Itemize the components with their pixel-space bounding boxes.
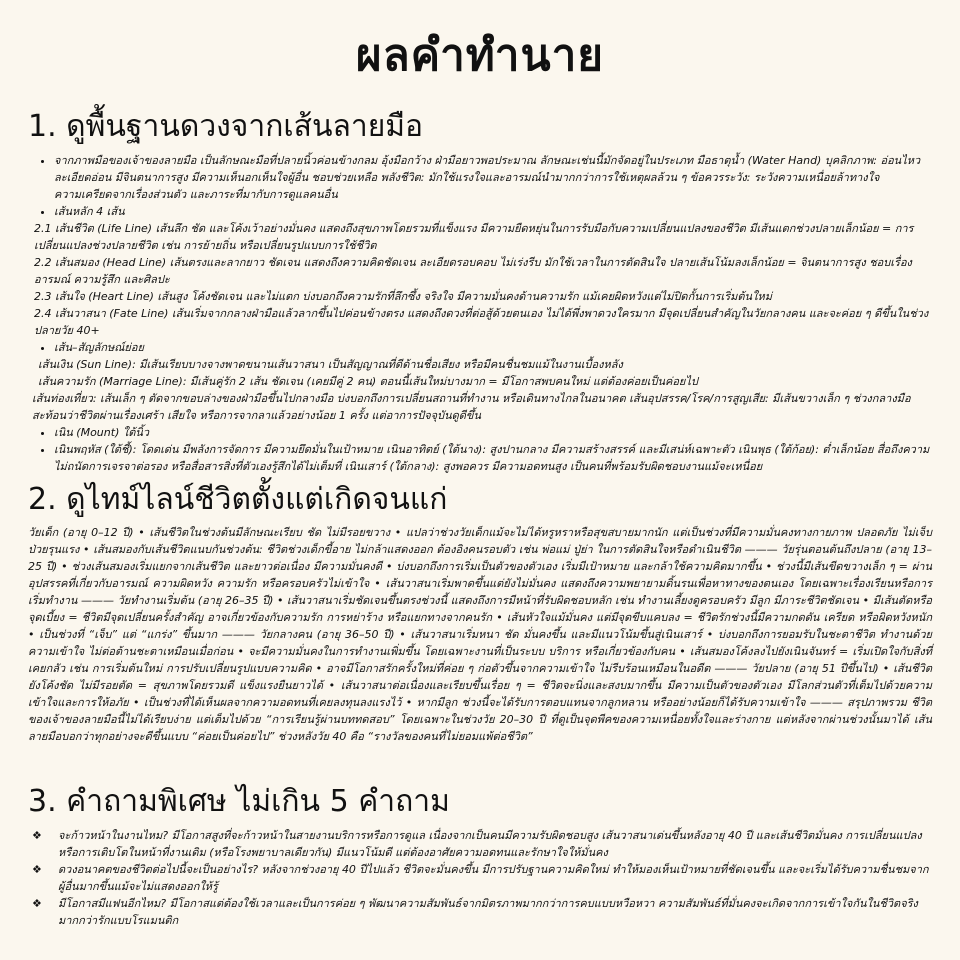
minor-signs-item: • เส้น–สัญลักษณ์ย่อย xyxy=(54,339,932,356)
question-item xyxy=(28,861,932,895)
section-special-questions xyxy=(28,783,932,929)
main-lines-item: • เส้นหลัก 4 เส้น xyxy=(54,203,932,220)
bullet-list xyxy=(28,339,932,356)
travel-line-text: เส้นท่องเที่ยว: เส้นเล็ก ๆ ตัดจากขอบล่างของฝ่ามือขึ้นไปกลางมือ บ่งบอกถึงการเปลี่ยนสถานที่ทำงาน หรือเดินทางไกลในอนาคต เส้นอุปสรรค/โรค/การสูญเสีย: มีเส้นขวางเล็ก ๆ ช่วงกลางมือ สะท้อนว่าชีวิตผ่านเรื่องเศร้า เสียใจ หรือการจากลาแล้วอย่างน้อย 1 ครั้ง แต่อาการปัจจุบันดูดีขึ้น xyxy=(32,391,911,422)
section-heading: 3. คำถามพิเศษ ไม่เกิน 5 คำถาม xyxy=(28,784,450,819)
section-palm-basics xyxy=(28,108,932,475)
question-text: มีโอกาสมีแฟนอีกไหม? มีโอกาสแต่ต้องใช้เวลาและเป็นการค่อย ๆ พัฒนาความสัมพันธ์จากมิตรภาพมากกว่าการคบแบบหวือหวา ความสัมพันธ์ที่มั่นคงจะเกิดจากการเข้าใจกันในชีวิตจริงมากกว่ารักแบบโรแมนติก xyxy=(58,896,918,927)
section-life-timeline xyxy=(28,481,932,746)
mount-item: • เนิน (Mount) ใต้นิ้ว xyxy=(54,424,932,441)
timeline-paragraph: วัยเด็ก (อายุ 0–12 ปี) • เส้นชีวิตในช่วงต้นมีลักษณะเรียบ ชัด ไม่มีรอยขวาง • แปลว่าช่วงวัยเด็กแม้จะไม่ได้หรูหราหรือสุขสบายมากนัก แต่เป็นช่วงที่มีความมั่นคงทางกายภาพ ปลอดภัย ไม่เจ็บป่วยรุนแรง • เส้นสมองกับเส้นชีวิตแนบกันช่วงต้น: ชีวิตช่วงเด็กขี้อาย ไม่กล้าแสดงออก ต้องอิงคนรอบตัว เช่น พ่อแม่ ปู่ย่า ในการตัดสินใจหรือดำเนินชีวิต ——— วัยรุ่นตอนต้นถึงปลาย (อายุ 13–25 ปี) • ช่วงเส้นสมองเริ่มแยกจากเส้นชีวิต และยาวต่อเนื่อง มีความมั่นคงดี • บ่งบอกถึงการเริ่มเป็นตัวของตัวเอง เริ่มมีเป้าหมาย และกล้าใช้ความคิดมากขึ้น • ช่วงนี้มีเส้นขีดขวางเล็ก ๆ = ผ่านอุปสรรคที่เกี่ยวกับอารมณ์ ความผิดหวัง ความรัก หรือครอบครัวไม่เข้าใจ • เส้นวาสนาเริ่มพาดขึ้นแต่ยังไม่มั่นคง แสดงถึงความพยายามดิ้นรนเพื่อหาทางของตนเอง โดยเฉพาะเรื่องเรียนหรือการเริ่มทำงาน ——— วัยทำงานเริ่มต้น (อายุ 26–35 ปี) • เส้นวาสนาเริ่มชัดเจนขึ้นตรงช่วงนี้ แสดงถึงการมีหน้าที่รับผิดชอบหลัก เช่น ทำงานเลี้ยงดูครอบครัว มีลูก มีภาระชีวิตชัดเจน • มีเส้นตัดหรือจุดเบี้ยง = ชีวิตมีจุดเปลี่ยนครั้งสำคัญ อาจเกี่ยวข้องกับความรัก การหย่าร้าง หรือแยกทางจากคนรัก • เส้นหัวใจแม้มั่นคง แต่มีจุดขีบแคบลง = ชีวิตรักช่วงนี้มีความกดดัน เครียด หรือผิดหวังหนัก • เป็นช่วงที่ “เจ็บ” แต่ “แกร่ง” ขึ้นมาก ——— วัยกลางคน (อายุ 36–50 ปี) • เส้นวาสนาเริ่มหนา ชัด มั่นคงขึ้น และมีแนวโน้มขึ้นสู่เนินเสาร์ • บ่งบอกถึงการยอมรับในชะตาชีวิต ทำงานด้วยความเข้าใจ ไม่ต่อต้านชะตาเหมือนเมื่อก่อน • จะมีความมั่นคงในการทำงานเพิ่มขึ้น โดยเฉพาะงานที่เป็นระบบ บริการ หรือเกี่ยวข้องกับคน • เส้นสมองโค้งลงไปยังเนินจันทร์ = เริ่มเปิดใจกับสิ่งที่เคยกลัว เช่น การเริ่มต้นใหม่ การปรับเปลี่ยนรูปแบบความคิด • อาจมีโอกาสรักครั้งใหม่ที่ค่อย ๆ ก่อตัวขึ้นจากความเข้าใจ ไม่รีบร้อนเหมือนในอดีต ——— วัยปลาย (อายุ 51 ปีขึ้นไป) • เส้นชีวิตยังโค้งชัด ไม่มีรอยตัด = สุขภาพโดยรวมดี แข็งแรงยืนยาวได้ • เส้นวาสนาต่อเนื่องและเรียบขึ้นเรื่อย ๆ = ชีวิตจะนิ่งและสงบมากขึ้น มีความเป็นตัวของตัวเอง มีโลกส่วนตัวที่เต็มไปด้วยความเข้าใจและการให้อภัย • เป็นช่วงที่ได้เห็นผลจากความอดทนที่เคยลงทุนลงแรงไว้ • หากมีลูก ช่วงนี้จะได้รับการตอบแทนจากลูกหลาน หรืออย่างน้อยก็ได้รับความเข้าใจ ——— สรุปภาพรวม ชีวิตของเจ้าของลายมือนี้ไม่ได้เรียบง่าย แต่เต็มไปด้วย “การเรียนรู้ผ่านบททดสอบ” โดยเฉพาะในช่วงวัย 20–30 ปี ที่ดูเป็นจุดพีคของความเหนื่อยทั้งใจและร่างกาย แต่หลังจากผ่านช่วงนั้นมาได้ เส้นลายมือบอกว่าทุกอย่างจะดีขึ้นแบบ “ค่อยเป็นค่อยไป” ช่วงหลังวัย 40 คือ “รางวัลของคนที่ไม่ยอมแพ้ต่อชีวิต” xyxy=(28,526,932,743)
hand-type-item: • จากภาพมือของเจ้าของลายมือ เป็นลักษณะมือที่ปลายนิ้วค่อนข้างกลม อุ้งมือกว้าง ฝ่ามือยาวพอประมาณ ลักษณะเช่นนี้มักจัดอยู่ในประเภท มือธาตุน้ำ (Water Hand) บุคลิกภาพ: อ่อนไหว ละเอียดอ่อน มีจินตนาการสูง มีความเห็นอกเห็นใจผู้อื่น ชอบช่วยเหลือ พลังชีวิต: มักใช้แรงใจและอารมณ์นำมากกว่าการใช้เหตุผลล้วน ๆ ข้อควรระวัง: ระวังความเหนื่อยล้าทางใจ ความเครียดจากเรื่องส่วนตัว และภาระที่มากับการดูแลคนอื่น xyxy=(54,152,932,203)
page-title: ผลคำทำนาย xyxy=(355,30,605,81)
question-list xyxy=(28,827,932,929)
head-line-text: 2.2 เส้นสมอง (Head Line) เส้นตรงและลากยาว ชัดเจน แสดงถึงความคิดชัดเจน ละเอียดรอบคอบ ไม่เร่งรีบ มักใช้เวลาในการตัดสินใจ ปลายเส้นโน้มลงเล็กน้อย = จินตนาการสูง ชอบเรื่องอารมณ์ ความรู้สึก และศิลปะ xyxy=(34,255,912,286)
question-text: ดวงอนาคตของชีวิตต่อไปนี้จะเป็นอย่างไร? หลังจากช่วงอายุ 40 ปีไปแล้ว ชีวิตจะมั่นคงขึ้น มีการปรับฐานความคิดใหม่ ทำให้มองเห็นเป้าหมายที่ชัดเจนขึ้น และจะเริ่มได้รับความชื่นชมจากผู้อื่นมากขึ้นแม้จะไม่แสดงออกให้รู้ xyxy=(58,862,929,893)
diamond-bullet-icon: ❖ xyxy=(32,862,42,876)
life-line-text: 2.1 เส้นชีวิต (Life Line) เส้นลึก ชัด และโค้งเว้าอย่างมั่นคง แสดงถึงสุขภาพโดยรวมที่แข็งแรง มีความยืดหยุ่นในการรับมือกับความเปลี่ยนแปลงของชีวิต มีเส้นแตกช่วงปลายเล็กน้อย = การเปลี่ยนแปลงช่วงปลายชีวิต เช่น การย้ายถิ่น หรือเปลี่ยนรูปแบบการใช้ชีวิต xyxy=(34,221,914,252)
question-text: จะก้าวหน้าในงานไหม? มีโอกาสสูงที่จะก้าวหน้าในสายงานบริการหรือการดูแล เนื่องจากเป็นคนมีความรับผิดชอบสูง เส้นวาสนาเด่นขึ้นหลังอายุ 40 ปี และเส้นชีวิตมั่นคง การเปลี่ยนแปลงหรือการเติบโตในหน้าที่งานเดิม (หรือโรงพยาบาลเดียวกัน) มีแนวโน้มดี แต่ต้องอาศัยความอดทนและรักษาใจให้มั่นคง xyxy=(58,828,922,859)
section-body xyxy=(28,152,932,475)
marriage-line-text: เส้นความรัก (Marriage Line): มีเส้นคู่รัก 2 เส้น ชัดเจน (เคยมีคู่ 2 คน) ตอนนี้เส้นใหม่บางมาก = มีโอกาสพบคนใหม่ แต่ต้องค่อยเป็นค่อยไป xyxy=(38,374,698,388)
heart-line-text: 2.3 เส้นใจ (Heart Line) เส้นสูง โค้งชัดเจน และไม่แตก บ่งบอกถึงความรักที่ลึกซึ้ง จริงใจ มีความมั่นคงด้านความรัก แม้เคยผิดหวังแต่ไม่ปิดกั้นการเริ่มต้นใหม่ xyxy=(34,289,772,303)
question-item xyxy=(28,827,932,861)
sun-line-text: เส้นเงิน (Sun Line): มีเส้นเรียบบางจางพาดขนานเส้นวาสนา เป็นสัญญาณที่ดีด้านชื่อเสียง หรือมีคนชื่นชมแม้ในงานเบื้องหลัง xyxy=(38,357,623,371)
bullet-list xyxy=(28,424,932,475)
section-heading: 2. ดูไทม์ไลน์ชีวิตตั้งแต่เกิดจนแก่ xyxy=(28,481,448,517)
mount-detail-item: • เนินพฤหัส (ใต้ชี้): โดดเด่น มีพลังการจัดการ มีความยึดมั่นในเป้าหมาย เนินอาทิตย์ (ใต้นาง): สูงปานกลาง มีความสร้างสรรค์ และมีเสน่ห์เฉพาะตัว เนินพุธ (ใต้ก้อย): ต่ำเล็กน้อย สื่อถึงความไม่ถนัดการเจรจาต่อรอง หรือสื่อสารสิ่งที่ตัวเองรู้สึกได้ไม่เต็มที่ เนินเสาร์ (ใต้กลาง): สูงพอควร มีความอดทนสูง เป็นคนที่พร้อมรับผิดชอบงานแม้จะเหนื่อย xyxy=(54,441,932,475)
diamond-bullet-icon: ❖ xyxy=(32,828,42,842)
bullet-list xyxy=(28,152,932,220)
question-item xyxy=(28,895,932,929)
diamond-bullet-icon: ❖ xyxy=(32,896,42,910)
fate-line-text: 2.4 เส้นวาสนา (Fate Line) เส้นเริ่มจากกลางฝ่ามือแล้วลากขึ้นไปค่อนข้างตรง แสดงถึงดวงที่ต่อสู้ด้วยตนเอง ไม่ได้พึ่งพาดวงใครมาก มีจุดเปลี่ยนสำคัญในวัยกลางคน และจะค่อย ๆ ดีขึ้นในช่วงปลายวัย 40+ xyxy=(34,306,929,337)
section-heading: 1. ดูพื้นฐานดวงจากเส้นลายมือ xyxy=(28,109,424,144)
